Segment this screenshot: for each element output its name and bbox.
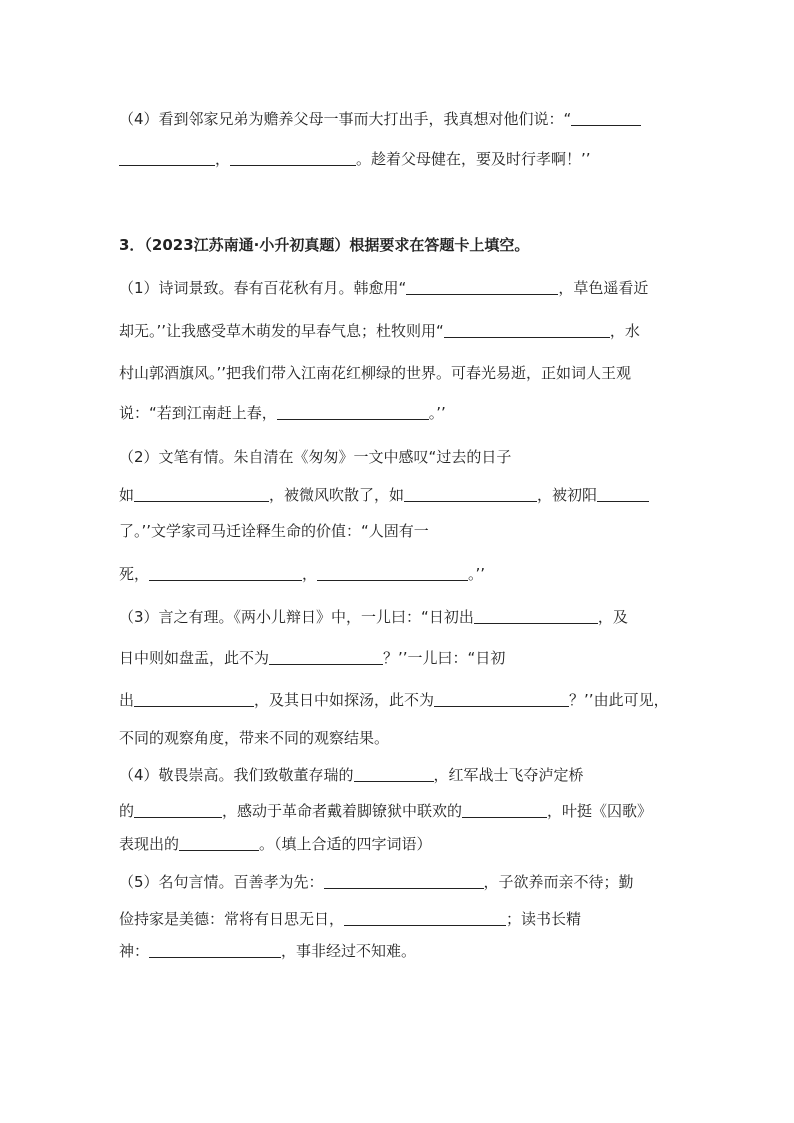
- q3-p2-text: 如: [119, 486, 135, 504]
- q3-p3-text: ？’’一儿曰：“日初: [383, 649, 506, 667]
- q3-p3-line1: [119, 607, 628, 627]
- q3-p5-line2: [119, 909, 581, 929]
- q3-p4-line1: [119, 765, 584, 785]
- q2-item4-text3: 。趁着父母健在，要及时行孝啊！’’: [356, 150, 591, 168]
- answer-blank[interactable]: [230, 150, 356, 166]
- answer-blank[interactable]: [444, 322, 610, 338]
- q3-p4-line3: [119, 834, 432, 854]
- answer-blank[interactable]: [134, 802, 222, 818]
- q2-item4-line1: [119, 109, 641, 129]
- answer-blank[interactable]: [406, 279, 558, 295]
- q3-p1-text: 。’’: [428, 404, 446, 422]
- answer-blank[interactable]: [134, 486, 269, 502]
- answer-blank[interactable]: [317, 565, 468, 581]
- answer-blank[interactable]: [344, 910, 506, 926]
- answer-blank[interactable]: [149, 565, 302, 581]
- q3-p4-text: （4）敬畏崇高。我们致敬董存瑞的: [119, 766, 354, 784]
- q3-p2-line3: 了。’’文学家司马迁诠释生命的价值：“人固有一: [119, 522, 429, 540]
- q3-p4-line2: [119, 801, 652, 821]
- q3-p3-line2: [119, 648, 505, 668]
- q3-p4-text: 。（填上合适的四字词语）: [259, 835, 432, 853]
- answer-blank[interactable]: [404, 486, 537, 502]
- answer-blank[interactable]: [179, 835, 259, 851]
- answer-blank[interactable]: [474, 608, 598, 624]
- q3-p1-line2: [119, 321, 640, 341]
- q3-p3-line4: 不同的观察角度，带来不同的观察结果。: [119, 729, 390, 747]
- q3-p4-text: ，感动于革命者戴着脚镣狱中联欢的: [222, 802, 463, 820]
- q3-p4-text: 表现出的: [119, 835, 180, 853]
- answer-blank[interactable]: [597, 486, 649, 502]
- q3-p3-text: 出: [119, 691, 135, 709]
- q3-p5-text: （5）名句言情。百善孝为先：: [119, 873, 324, 891]
- q3-p3-text: 日中则如盘盂，此不为: [119, 649, 270, 667]
- answer-blank[interactable]: [277, 404, 429, 420]
- q3-p1-text: 却无。’’让我感受草木萌发的早春气息；杜牧则用“: [119, 322, 444, 340]
- answer-blank[interactable]: [571, 110, 641, 126]
- q3-p1-line1: [119, 278, 648, 298]
- q3-p2-line1: （2）文笔有情。朱自清在《匆匆》一文中感叹“过去的日子: [119, 448, 512, 466]
- q3-p1-line3: 村山郭酒旗风。’’把我们带入江南花红柳绿的世界。可春光易逝，正如词人王观: [119, 364, 632, 382]
- q3-p5-text: ，子欲养而亲不待；勤: [483, 873, 634, 891]
- q3-p5-text: 神：: [119, 942, 150, 960]
- answer-blank[interactable]: [269, 649, 383, 665]
- answer-blank[interactable]: [354, 766, 434, 782]
- q3-p2-text: ，: [302, 565, 318, 583]
- q3-p3-text: ？’’由此可见，: [569, 691, 669, 709]
- answer-blank[interactable]: [134, 691, 254, 707]
- q3-p3-text: （3）言之有理。《两小儿辩日》中，一儿曰：“日初出: [119, 608, 474, 626]
- answer-blank[interactable]: [434, 691, 569, 707]
- q3-p1-line4: [119, 403, 446, 423]
- q3-p1-text: （1）诗词景致。春有百花秋有月。韩愈用“: [119, 279, 407, 297]
- q3-heading: 3．（2023江苏南通·小升初真题）根据要求在答题卡上填空。: [119, 236, 530, 254]
- q3-p1-text: ，水: [609, 322, 640, 340]
- q2-item4-text1: （4）看到邻家兄弟为赡养父母一事而大打出手，我真想对他们说：“: [119, 110, 572, 128]
- answer-blank[interactable]: [324, 873, 484, 889]
- q3-p3-text: ，及其日中如探汤，此不为: [254, 691, 435, 709]
- q3-p4-text: 的: [119, 802, 135, 820]
- q3-p1-text: 说：“若到江南赶上春，: [119, 404, 277, 422]
- answer-blank[interactable]: [149, 942, 281, 958]
- q3-p5-line1: [119, 872, 634, 892]
- q3-p2-text: ，被初阳: [537, 486, 598, 504]
- q2-item4-line2: [119, 149, 591, 169]
- q3-p2-line2: [119, 485, 649, 505]
- answer-blank[interactable]: [462, 802, 547, 818]
- q3-p2-text: 死，: [119, 565, 150, 583]
- q2-item4-text2: ，: [215, 150, 231, 168]
- q3-p2-line4: [119, 564, 485, 584]
- q3-p5-text: ，事非经过不知难。: [281, 942, 417, 960]
- q3-p5-line3: [119, 941, 416, 961]
- q3-p5-text: 俭持家是美德：常将有日思无日，: [119, 910, 345, 928]
- q3-p2-text: 。’’: [468, 565, 486, 583]
- q3-p3-text: ，及: [597, 608, 628, 626]
- q3-p2-text: ，被微风吹散了，如: [269, 486, 405, 504]
- q3-p1-text: ，草色遥看近: [558, 279, 649, 297]
- q3-p5-text: ；读书长精: [506, 910, 582, 928]
- q3-p4-text: ，叶挺《囚歌》: [547, 802, 653, 820]
- q3-p3-line3: [119, 690, 669, 710]
- q3-p4-text: ，红军战士飞夺泸定桥: [433, 766, 584, 784]
- answer-blank[interactable]: [119, 150, 215, 166]
